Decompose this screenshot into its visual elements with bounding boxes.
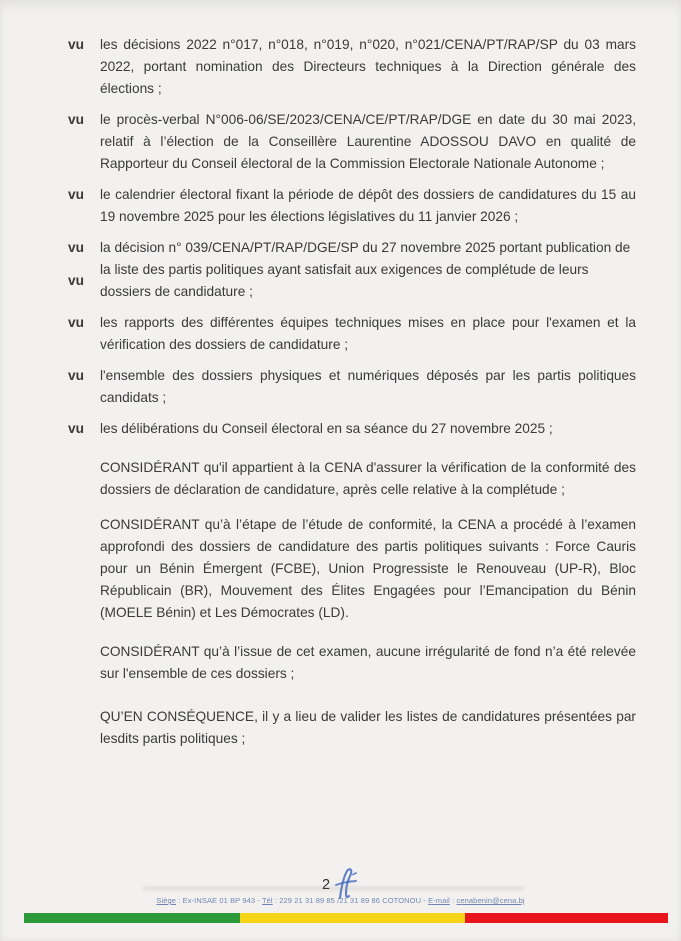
vu-label: vu (68, 368, 84, 383)
page-number: 2 (321, 877, 331, 893)
vu-item (68, 418, 636, 440)
flag-yellow-segment (240, 913, 465, 923)
vu-label: vu (68, 37, 84, 52)
document-body (68, 34, 636, 763)
vu-item (68, 312, 636, 356)
tel-label: Tél (261, 896, 273, 905)
benin-flag-bar (24, 913, 668, 923)
vu-item-text: les rapports des différentes équipes techniques mises en place pour l'examen et la vérification des dossiers de candidature ; (100, 315, 636, 352)
vu-label: vu (68, 187, 84, 202)
flag-green-segment (24, 913, 240, 923)
vu-item-text: la décision n° 039/CENA/PT/RAP/DGE/SP du 27 novembre 2025 portant publication de la liste des partis politiques ayant satisfait aux exigences de complétude de leurs dossiers de candidature ; (100, 240, 631, 299)
vu-item-text: les décisions 2022 n°017, n°018, n°019, n°020, n°021/CENA/PT/RAP/SP du 03 mars 2022, portant nomination des Directeurs techniques à la Direction générale des élections ; (100, 37, 636, 96)
flag-red-segment (465, 913, 668, 923)
vu-item-text: le procès-verbal N°006-06/SE/2023/CENA/CE/PT/RAP/DGE en date du 30 mai 2023, relatif à l’élection de la Conseillère Laurentine ADOSSOU DAVO en qualité de Rapporteur du Conseil électoral de la Commission Electorale Nationale Autonome ; (100, 112, 636, 171)
vu-item (68, 237, 636, 303)
vu-item (68, 109, 636, 175)
scan-artifact (143, 887, 524, 890)
consequence-paragraph: QU’EN CONSÉQUENCE, il y a lieu de valider les listes de candidatures présentées par lesdits partis politiques ; (100, 709, 636, 746)
siege-label: Siège (156, 896, 177, 905)
email-label: E-mail (428, 896, 450, 905)
vu-item (68, 184, 636, 228)
vu-item-text: l'ensemble des dossiers physiques et numériques déposés par les partis politiques candidats ; (100, 368, 636, 405)
vu-item-text: le calendrier électoral fixant la période de dépôt des dossiers de candidatures du 15 au 19 novembre 2025 pour les élections législatives du 11 janvier 2026 ; (100, 187, 636, 224)
footer-contact-line: Siège : Ex-INSAE 01 BP 943 - Tél : 229 21 31 89 85 /21 31 89 86 COTONOU - E-mail : cenabenin@cena.bj (156, 896, 525, 905)
vu-label: vu (68, 112, 84, 127)
vu-item (68, 34, 636, 100)
vu-item-text: les délibérations du Conseil électoral en sa séance du 27 novembre 2025 ; (100, 421, 553, 436)
page-footer (0, 863, 681, 923)
footer-email: cenabenin@cena.bj (456, 896, 525, 905)
vu-label: vu (68, 240, 84, 255)
considerant-paragraph: CONSIDÉRANT qu’à l’étape de l’étude de conformité, la CENA a procédé à l’examen approfondi des dossiers de candidature des partis politiques suivants : Force Cauris pour un Bénin Émergent (FCBE), Union Progressiste le Renouveau (UP-R), Bloc Républicain (BR), Mouvement des Élites Engagées pour l’Emancipation du Bénin (MOELE Bénin) et Les Démocrates (LD). (100, 517, 636, 620)
considerant-paragraph: CONSIDÉRANT qu’à l’issue de cet examen, aucune irrégularité de fond n’a été relevée sur l'ensemble de ces dossiers ; (100, 644, 636, 681)
vu-item (68, 365, 636, 409)
vu-label-stray: vu (68, 273, 84, 288)
vu-label: vu (68, 421, 84, 436)
vu-label: vu (68, 315, 84, 330)
considerant-paragraph: CONSIDÉRANT qu'il appartient à la CENA d'assurer la vérification de la conformité des dossiers de déclaration de candidature, après celle relative à la complétude ; (100, 460, 636, 497)
